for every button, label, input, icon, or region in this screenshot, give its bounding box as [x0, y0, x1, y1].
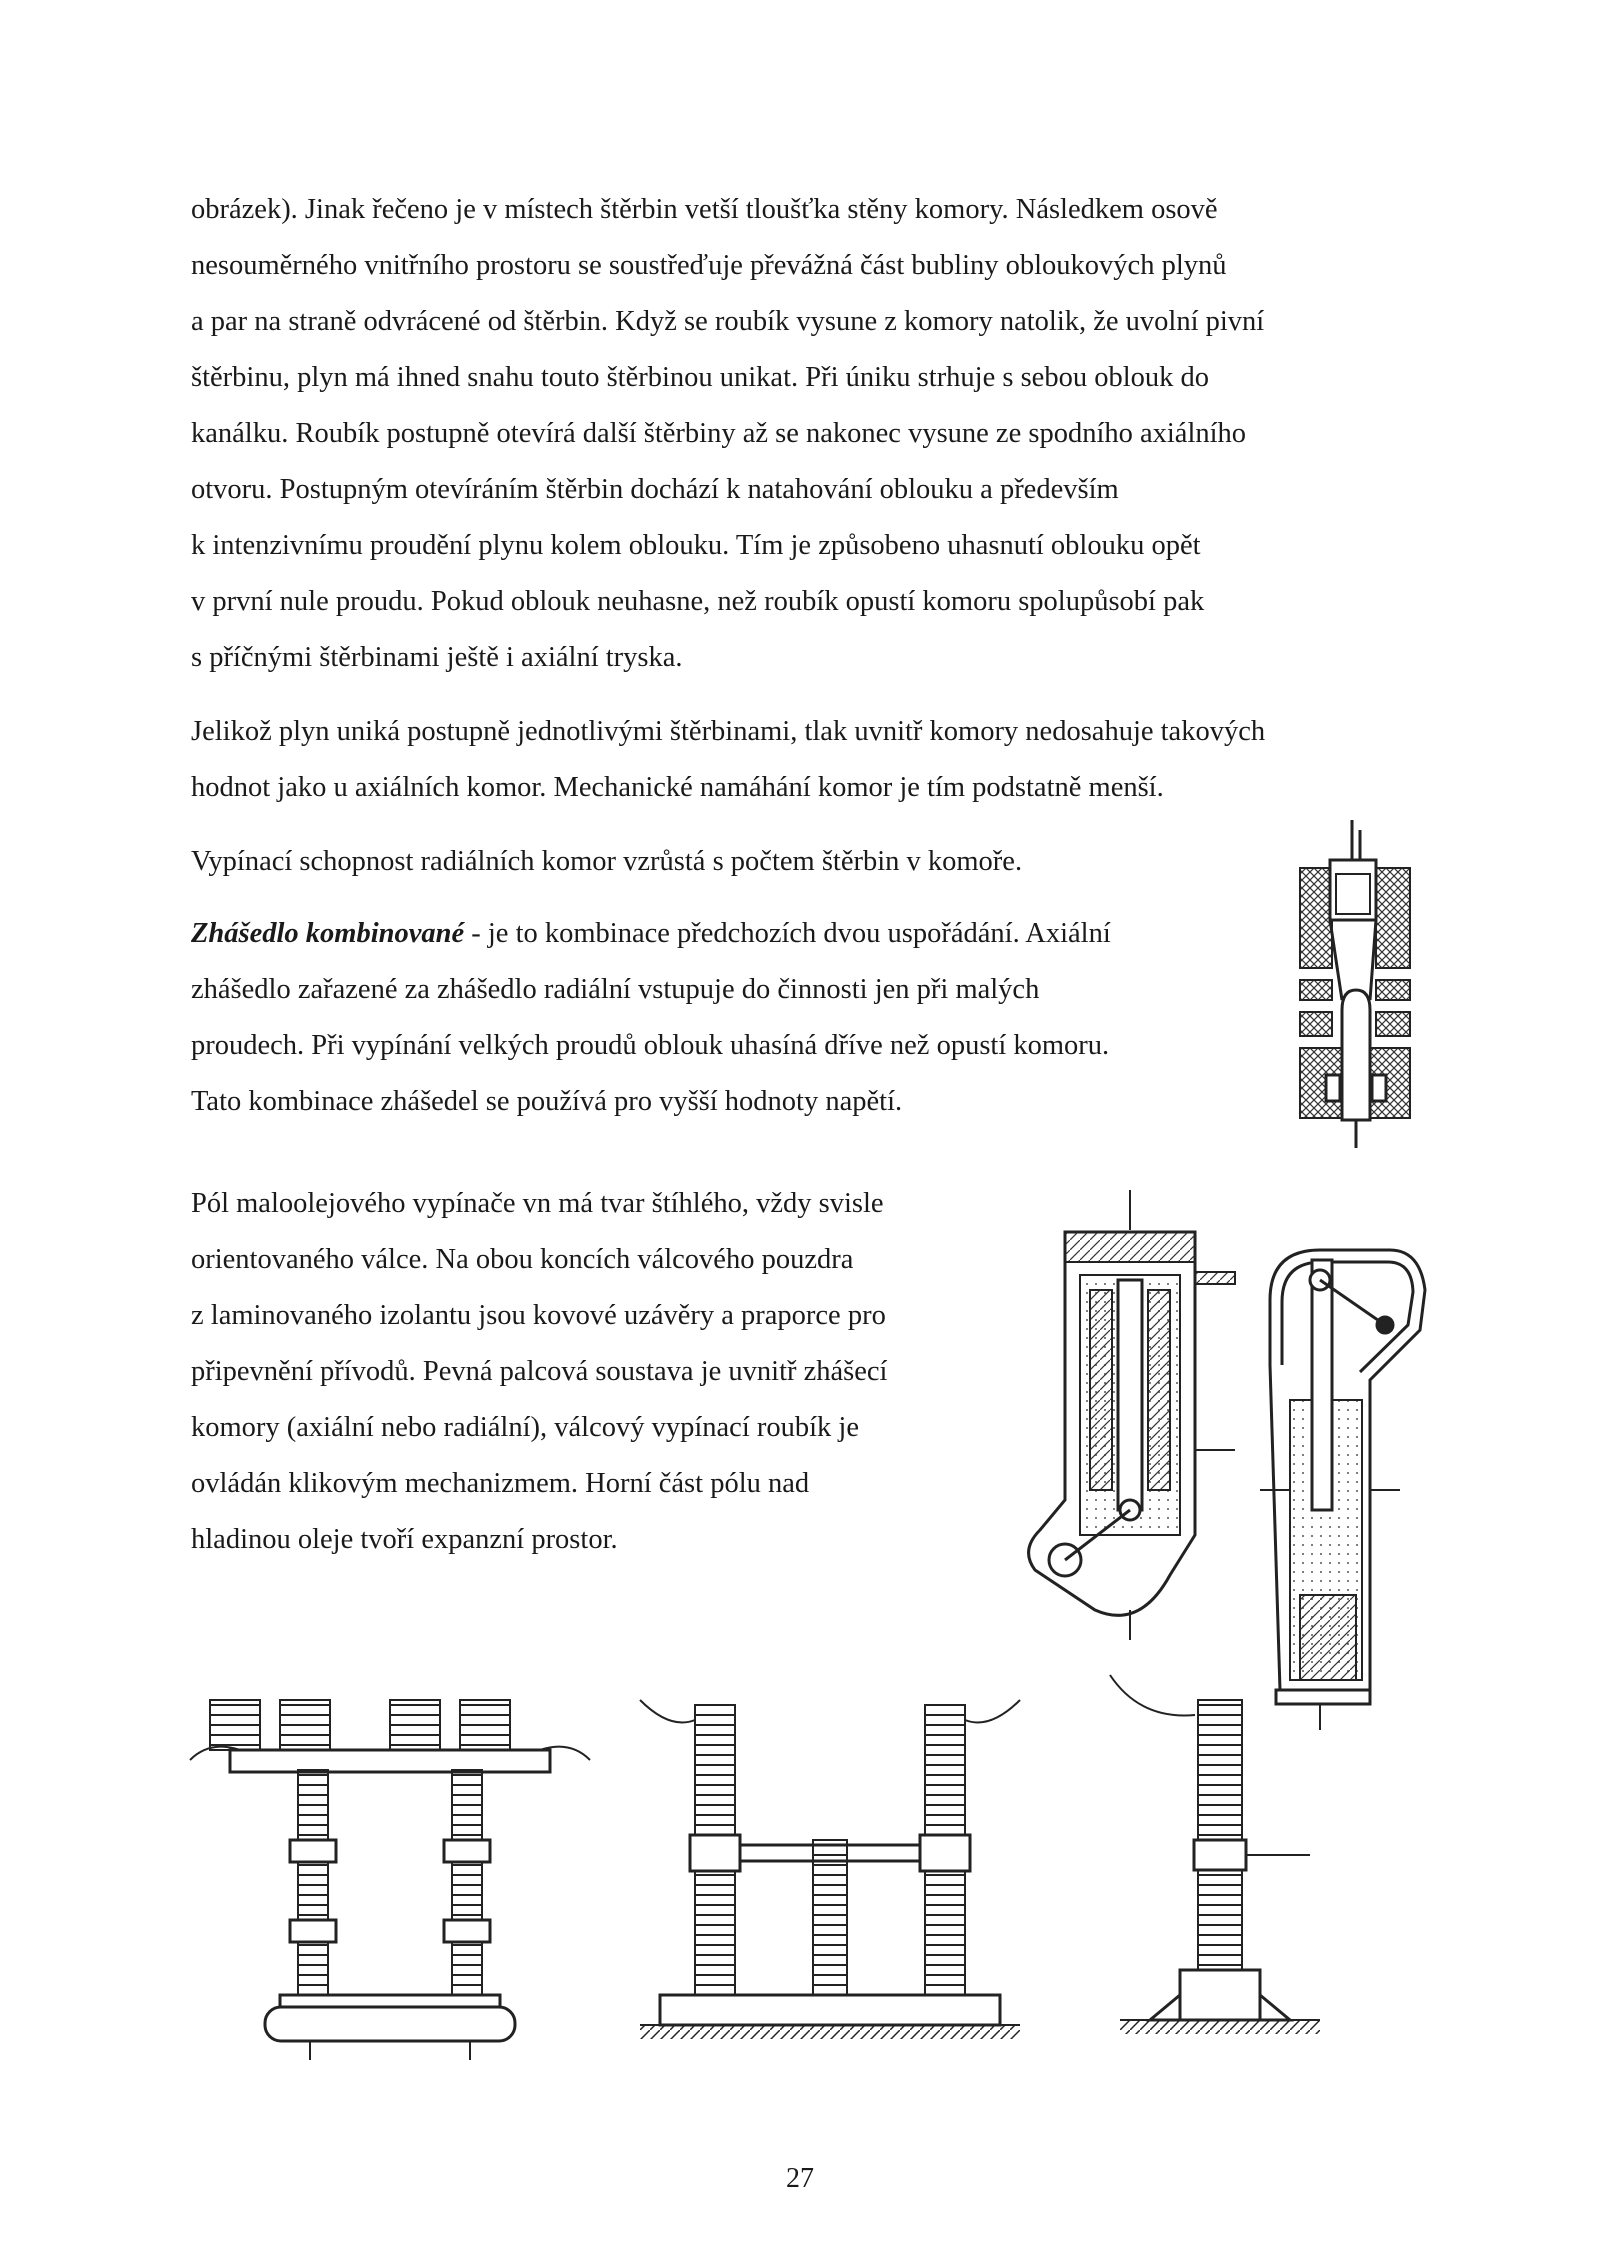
text-line: orientovaného válce. Na obou koncích válcového pouzdra [191, 1244, 854, 1275]
two-pole-disconnector-drawing [190, 1670, 590, 2060]
text-line: k intenzivnímu proudění plynu kolem oblouku. Tím je způsobeno uhasnutí oblouku opět [191, 530, 1201, 561]
text-line: Pól maloolejového vypínače vn má tvar štíhlého, vždy svisle [191, 1188, 884, 1219]
text-line: proudech. Při vypínání velkých proudů oblouk uhasíná dříve než opustí komoru. [191, 1030, 1110, 1061]
page-number: 27 [786, 2163, 814, 2194]
breaker-pole-section-drawings [1020, 1190, 1450, 1750]
text-line: ovládán klikovým mechanizmem. Horní část pólu nad [191, 1468, 810, 1499]
section-heading: Zhášedlo kombinované [191, 918, 465, 949]
text-line: Vypínací schopnost radiálních komor vzrůstá s počtem štěrbin v komoře. [191, 846, 1023, 877]
text-line: kanálku. Roubík postupně otevírá další štěrbiny až se nakonec vysune ze spodního axiálního [191, 418, 1247, 449]
text-line: obrázek). Jinak řečeno je v místech štěrbin vetší tloušťka stěny komory. Následkem osově [191, 194, 1218, 225]
text-line: z laminovaného izolantu jsou kovové uzávěry a praporce pro [191, 1300, 886, 1331]
text-line: s příčnými štěrbinami ještě i axiální tryska. [191, 642, 683, 673]
single-column-switch-drawing [1110, 1670, 1340, 2040]
two-column-switch-drawing [630, 1680, 1030, 2040]
text-line: v první nule proudu. Pokud oblouk neuhasne, než roubík opustí komoru spolupůsobí pak [191, 586, 1205, 617]
text-line: komory (axiální nebo radiální), válcový vypínací roubík je [191, 1412, 859, 1443]
text-line: a par na straně odvrácené od štěrbin. Když se roubík vysune z komory natolik, že uvolní pivní [191, 306, 1265, 337]
text-line: nesouměrného vnitřního prostoru se soustřeďuje převážná část bubliny obloukových plynů [191, 250, 1227, 281]
combined-arc-chamber-drawing [1290, 820, 1420, 1150]
text-line: hodnot jako u axiálních komor. Mechanické namáhání komor je tím podstatně menší. [191, 772, 1164, 803]
text-line: Jelikož plyn uniká postupně jednotlivými štěrbinami, tlak uvnitř komory nedosahuje takových [191, 716, 1266, 747]
text-run: - je to kombinace předchozích dvou uspořádání. Axiální [464, 918, 1111, 949]
text-line: zhášedlo zařazené za zhášedlo radiální vstupuje do činnosti jen při malých [191, 974, 1040, 1005]
text-line: štěrbinu, plyn má ihned snahu touto štěrbinou unikat. Při úniku strhuje s sebou oblouk do [191, 362, 1209, 393]
text-line: Tato kombinace zhášedel se používá pro vyšší hodnoty napětí. [191, 1086, 903, 1117]
text-line: otvoru. Postupným otevíráním štěrbin dochází k natahování oblouku a především [191, 474, 1119, 505]
text-line [191, 920, 1111, 949]
text-line: hladinou oleje tvoří expanzní prostor. [191, 1524, 618, 1555]
text-line: připevnění přívodů. Pevná palcová soustava je uvnitř zhášecí [191, 1356, 888, 1387]
